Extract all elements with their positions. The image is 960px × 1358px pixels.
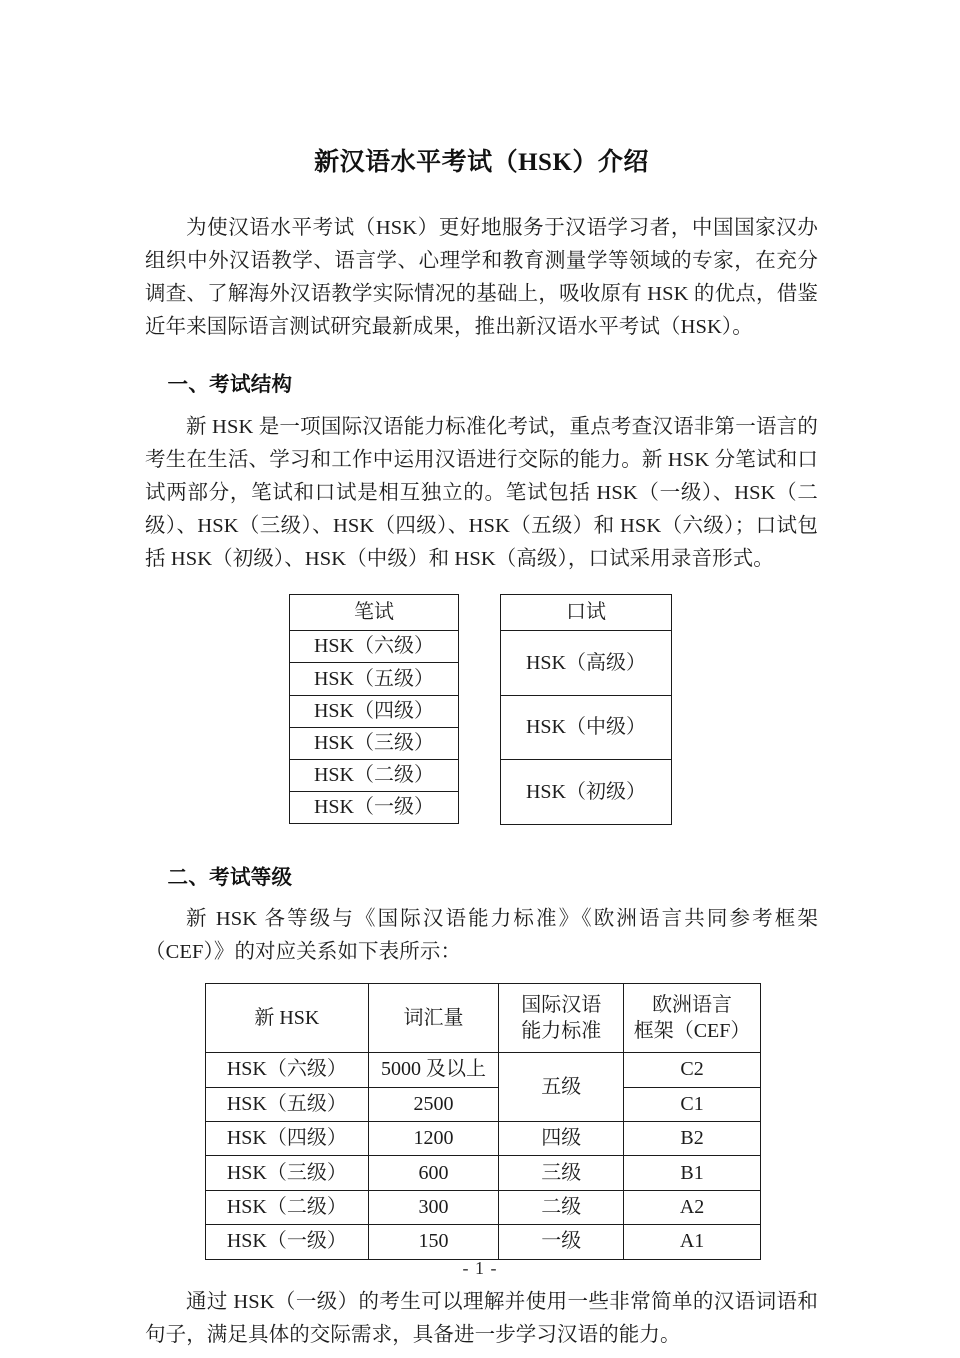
section-paragraph-exam-structure: 新 HSK 是一项国际汉语能力标准化考试，重点考查汉语非第一语言的考生在生活、学习和工作中运用汉语进行交际的能力。新 HSK 分笔试和口试两部分，笔试和口试是相互独立的。笔试包括 HSK（一级）、HSK（二级）、HSK（三级）、HSK（四级）、HSK（五级）和 HSK（六级）；口试包括 HSK（初级）、HSK（中级）和 HSK（高级），口试采用录音形式。 [145, 416, 818, 571]
cell-hsk-level: HSK（五级） [206, 1087, 369, 1121]
cell-hsk-level: HSK（二级） [206, 1190, 369, 1224]
cell-cef: B1 [624, 1156, 761, 1190]
section-paragraph-exam-levels: 新 HSK 各等级与《国际汉语能力标准》《欧洲语言共同参考框架（CEF）》的对应关系如下表所示： [145, 908, 818, 964]
cell-hsk-level: HSK（六级） [206, 1053, 369, 1087]
table-row [290, 631, 459, 663]
column-header-cef [624, 984, 761, 1053]
cell-chinese-standard: 五级 [499, 1053, 624, 1122]
table-header-row [206, 984, 761, 1053]
table-row [501, 595, 672, 631]
column-header-cef-line2: 框架（CEF） [633, 1020, 751, 1043]
column-header-hsk-line1: 新 HSK [254, 1007, 320, 1030]
table-row [501, 760, 672, 825]
cell-chinese-standard: 三级 [499, 1156, 624, 1190]
table-row [206, 1225, 761, 1259]
cell-hsk-level: HSK（一级） [206, 1225, 369, 1259]
written-level-cell: HSK（一级） [290, 792, 459, 824]
cell-vocabulary: 150 [368, 1225, 499, 1259]
table-row [206, 1053, 761, 1087]
cell-cef: A2 [624, 1190, 761, 1224]
column-header-hsk [206, 984, 369, 1053]
written-level-cell: HSK（三级） [290, 727, 459, 759]
written-level-cell: HSK（六级） [290, 631, 459, 663]
cell-chinese-standard: 一级 [499, 1225, 624, 1259]
written-level-cell: HSK（二级） [290, 760, 459, 792]
table-row [290, 792, 459, 824]
table-row [290, 663, 459, 695]
cell-cef: C2 [624, 1053, 761, 1087]
cell-cef: B2 [624, 1122, 761, 1156]
section-heading-exam-structure: 一、考试结构 [167, 374, 293, 397]
cell-vocabulary: 600 [368, 1156, 499, 1190]
written-level-cell: HSK（四级） [290, 695, 459, 727]
oral-level-cell: HSK（初级） [501, 760, 672, 825]
hsk-level-correspondence-table [205, 983, 761, 1259]
closing-paragraph: 通过 HSK（一级）的考生可以理解并使用一些非常简单的汉语词语和句子，满足具体的交际需求，具备进一步学习汉语的能力。 [145, 1290, 818, 1346]
table-row [290, 760, 459, 792]
table-row [206, 1190, 761, 1224]
grade-table-head [206, 984, 761, 1053]
cell-chinese-standard: 二级 [499, 1190, 624, 1224]
cell-vocabulary: 2500 [368, 1087, 499, 1121]
table-row [206, 1156, 761, 1190]
column-header-vocabulary-line1: 词汇量 [403, 1007, 464, 1030]
page-title: 新汉语水平考试（HSK）介绍 [314, 149, 649, 176]
cell-cef: A1 [624, 1225, 761, 1259]
column-header-chinese-standard [499, 984, 624, 1053]
table-row [501, 695, 672, 760]
cell-vocabulary: 300 [368, 1190, 499, 1224]
oral-exam-table-header: 口试 [501, 595, 672, 631]
cell-vocabulary: 5000 及以上 [368, 1053, 499, 1087]
oral-exam-table [500, 594, 672, 825]
section-heading-exam-levels: 二、考试等级 [167, 867, 293, 890]
page-content [145, 0, 818, 1352]
cell-cef: C1 [624, 1087, 761, 1121]
table-row [290, 727, 459, 759]
column-header-chinese-standard-line2: 能力标准 [521, 1020, 602, 1043]
column-header-cef-line1: 欧洲语言 [652, 994, 733, 1017]
oral-level-cell: HSK（高级） [501, 631, 672, 696]
intro-paragraph: 为使汉语水平考试（HSK）更好地服务于汉语学习者，中国国家汉办组织中外汉语教学、语言学、心理学和教育测量学等领域的专家，在充分调查、了解海外汉语教学实际情况的基础上，吸收原有 HSK 的优点，借鉴近年来国际语言测试研究最新成果，推出新汉语水平考试（HSK）。 [145, 217, 818, 339]
column-header-chinese-standard-line1: 国际汉语 [521, 994, 602, 1017]
table-row [290, 595, 459, 631]
written-level-cell: HSK（五级） [290, 663, 459, 695]
written-exam-table-header: 笔试 [290, 595, 459, 631]
cell-hsk-level: HSK（三级） [206, 1156, 369, 1190]
page-number-footer: - 1 - [462, 1258, 498, 1278]
cell-chinese-standard: 四级 [499, 1122, 624, 1156]
grade-table-body [206, 1053, 761, 1259]
table-row [206, 1087, 761, 1121]
table-row [501, 631, 672, 696]
grade-table-wrapper [145, 983, 818, 1259]
table-row [290, 695, 459, 727]
column-header-vocabulary [368, 984, 499, 1053]
structure-tables-group [145, 594, 818, 833]
written-exam-table [289, 594, 459, 824]
table-row [206, 1122, 761, 1156]
cell-hsk-level: HSK（四级） [206, 1122, 369, 1156]
oral-level-cell: HSK（中级） [501, 695, 672, 760]
cell-vocabulary: 1200 [368, 1122, 499, 1156]
